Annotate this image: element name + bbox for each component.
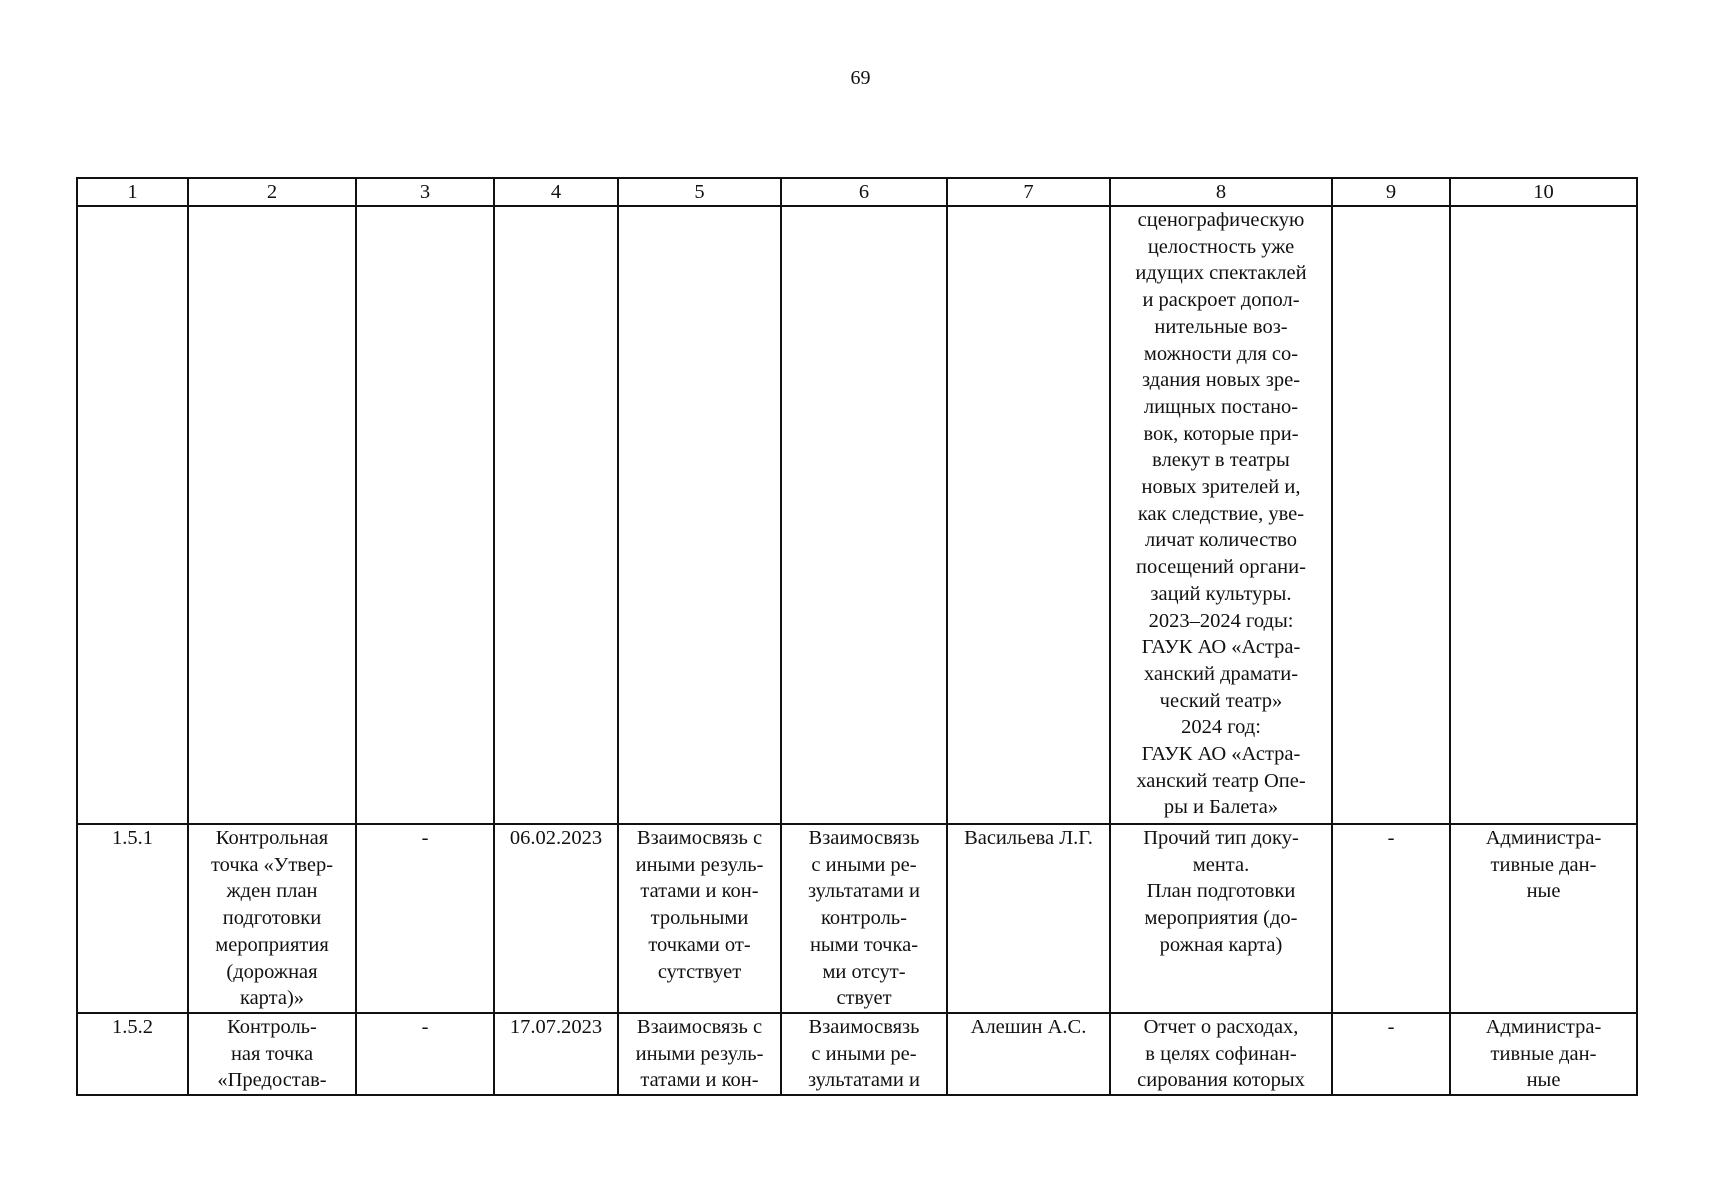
- cell-result-description: Отчет о расходах, в целях софинан- сирования которых: [1110, 1013, 1332, 1095]
- cell-result-description: Прочий тип доку- мента. План подготовки мероприятия (до- рожная карта): [1110, 824, 1332, 1013]
- column-number-header: 2: [188, 178, 356, 206]
- cell-name: Контрольная точка «Утвер- жден план подготовки мероприятия (дорожная карта)»: [188, 824, 356, 1013]
- column-number-header: 6: [781, 178, 947, 206]
- page-number: 69: [850, 67, 871, 89]
- table-row-continued: [77, 206, 1637, 824]
- cell-number: [77, 206, 188, 824]
- cell-name: Контроль- ная точка «Предостав-: [188, 1013, 356, 1095]
- cell-successors: Взаимосвязь с иными ре- зультатами и: [781, 1013, 947, 1095]
- cell-information-system: [1450, 206, 1637, 824]
- cell-start-date: -: [356, 1013, 494, 1095]
- cell-information-system: Администра- тивные дан- ные: [1450, 824, 1637, 1013]
- cell-end-date: 06.02.2023: [494, 824, 618, 1013]
- column-number-header: 7: [947, 178, 1110, 206]
- table-row-1-5-2: [77, 1013, 1637, 1095]
- cell-column-9: [1332, 206, 1450, 824]
- cell-information-system: Администра- тивные дан- ные: [1450, 1013, 1637, 1095]
- cell-column-9: -: [1332, 1013, 1450, 1095]
- cell-number: 1.5.1: [77, 824, 188, 1013]
- cell-start-date: [356, 206, 494, 824]
- column-number-header: 10: [1450, 178, 1637, 206]
- cell-responsible: Алешин А.С.: [947, 1013, 1110, 1095]
- cell-name: [188, 206, 356, 824]
- column-number-header: 4: [494, 178, 618, 206]
- cell-successors: [781, 206, 947, 824]
- cell-responsible: [947, 206, 1110, 824]
- cell-start-date: -: [356, 824, 494, 1013]
- cell-predecessors: Взаимосвязь с иными резуль- татами и кон- трольными точками от- сутствует: [618, 824, 781, 1013]
- cell-responsible: Васильева Л.Г.: [947, 824, 1110, 1013]
- column-number-header: 1: [77, 178, 188, 206]
- table-row-1-5-1: [77, 824, 1637, 1013]
- column-number-row: [77, 178, 1637, 206]
- column-number-header: 8: [1110, 178, 1332, 206]
- cell-predecessors: [618, 206, 781, 824]
- cell-successors: Взаимосвязь с иными ре- зультатами и контроль- ными точка- ми отсут- ствует: [781, 824, 947, 1013]
- cell-end-date: [494, 206, 618, 824]
- column-number-header: 9: [1332, 178, 1450, 206]
- column-number-header: 3: [356, 178, 494, 206]
- cell-column-9: -: [1332, 824, 1450, 1013]
- cell-predecessors: Взаимосвязь с иными резуль- татами и кон-: [618, 1013, 781, 1095]
- cell-number: 1.5.2: [77, 1013, 188, 1095]
- cell-end-date: 17.07.2023: [494, 1013, 618, 1095]
- column-number-header: 5: [618, 178, 781, 206]
- cell-result-description: сценографическую целостность уже идущих спектаклей и раскроет допол- нительные воз- можности для со- здания новых зре- лищных постано- вок, которые при- влекут в театры новых зрителей и, как следствие, уве- личат количество посещений органи- заций культуры. 2023–2024 годы: ГАУК АО «Астра- ханский драмати- ческий театр» 2024 год: ГАУК АО «Астра- ханский театр Опе- ры и Балета»: [1110, 206, 1332, 824]
- plan-table: [76, 177, 1638, 1096]
